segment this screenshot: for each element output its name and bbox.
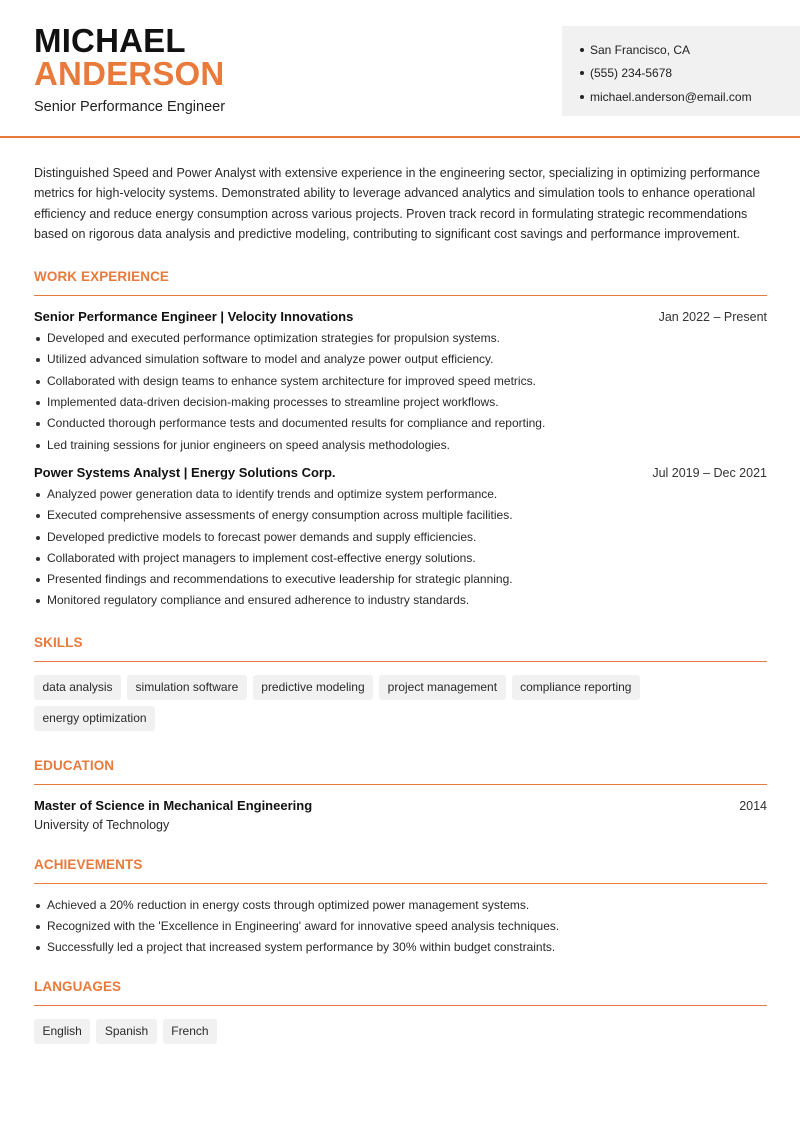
- resume-header: [0, 0, 800, 138]
- languages-list: [34, 1019, 767, 1051]
- section-title-languages: LANGUAGES: [34, 978, 122, 994]
- contact-phone: [580, 62, 800, 86]
- list-item: Presented findings and recommendations to executive leadership for strategic planning.: [34, 569, 767, 590]
- contact-phone-text: (555) 234-5678: [590, 66, 673, 81]
- bullet-icon: [580, 95, 584, 99]
- section-title-achievements: ACHIEVEMENTS: [34, 856, 143, 872]
- list-item: Collaborated with design teams to enhance system architecture for improved speed metrics.: [34, 371, 767, 392]
- job-role: Power Systems Analyst | Energy Solutions Corp.: [34, 464, 336, 480]
- job-dates: Jul 2019 – Dec 2021: [652, 465, 767, 480]
- list-item: Developed and executed performance optimization strategies for propulsion systems.: [34, 328, 767, 349]
- bullet-icon: [580, 48, 584, 52]
- skills-list: [34, 675, 767, 738]
- job-entry: [34, 465, 767, 612]
- section-title-skills: SKILLS: [34, 634, 83, 650]
- job-title: Senior Performance Engineer: [34, 99, 226, 115]
- list-item: Conducted thorough performance tests and documented results for compliance and reporting.: [34, 413, 767, 434]
- skill-tag: project management: [379, 675, 505, 700]
- list-item: Implemented data-driven decision-making processes to streamline project workflows.: [34, 392, 767, 413]
- section-title-work: WORK EXPERIENCE: [34, 269, 170, 285]
- language-tag: English: [34, 1019, 90, 1044]
- first-name: MICHAEL: [34, 22, 186, 59]
- skill-tag: predictive modeling: [253, 675, 373, 700]
- list-item: Collaborated with project managers to implement cost-effective energy solutions.: [34, 548, 767, 569]
- summary-paragraph: Distinguished Speed and Power Analyst with extensive experience in the engineering sector, specializing in optimizing performance metrics for high-velocity systems. Demonstrated ability to leverage advanced analytics and simulation tools to enhance operational efficiency and reduce energy consumption across various projects. Proven track record in formulating strategic recommendations based on rigorous data analysis and predictive modeling, contributing to significant cost savings and performance improvement.: [34, 166, 761, 241]
- language-tag: Spanish: [96, 1019, 156, 1044]
- contact-email[interactable]: [580, 85, 800, 109]
- section-divider: [34, 784, 767, 785]
- list-item: Executed comprehensive assessments of energy consumption across multiple facilities.: [34, 505, 767, 526]
- section-divider: [34, 883, 767, 884]
- list-item: Utilized advanced simulation software to model and analyze power output efficiency.: [34, 349, 767, 370]
- list-item: Monitored regulatory compliance and ensured adherence to industry standards.: [34, 590, 767, 611]
- resume-body: [34, 163, 767, 1050]
- job-dates: Jan 2022 – Present: [658, 310, 767, 325]
- list-item: Developed predictive models to forecast power demands and supply efficiencies.: [34, 527, 767, 548]
- skill-tag: energy optimization: [34, 706, 155, 731]
- degree: Master of Science in Mechanical Engineering: [34, 797, 313, 813]
- skill-tag: compliance reporting: [512, 675, 640, 700]
- languages-section: [34, 979, 767, 1051]
- contact-location-text: San Francisco, CA: [590, 42, 691, 57]
- education-section: [34, 758, 767, 832]
- job-bullets: [34, 328, 767, 456]
- achievements-list: [34, 895, 767, 959]
- list-item: Analyzed power generation data to identify trends and optimize system performance.: [34, 484, 767, 505]
- job-bullets: [34, 484, 767, 612]
- list-item: Recognized with the 'Excellence in Engineering' award for innovative speed analysis techniques.: [34, 916, 767, 937]
- work-experience-section: [34, 269, 767, 612]
- achievements-section: [34, 857, 767, 959]
- skills-section: [34, 635, 767, 738]
- language-tag: French: [163, 1019, 217, 1044]
- skill-tag: simulation software: [127, 675, 247, 700]
- contact-email-text[interactable]: michael.anderson@email.com: [590, 89, 752, 104]
- graduation-year: 2014: [739, 798, 767, 813]
- job-entry: [34, 309, 767, 456]
- section-divider: [34, 295, 767, 296]
- job-role: Senior Performance Engineer | Velocity Innovations: [34, 309, 354, 325]
- last-name: ANDERSON: [34, 55, 225, 92]
- bullet-icon: [580, 71, 584, 75]
- contact-location: [580, 38, 800, 62]
- list-item: Led training sessions for junior engineers on speed analysis methodologies.: [34, 435, 767, 456]
- section-divider: [34, 1005, 767, 1006]
- list-item: Successfully led a project that increased system performance by 30% within budget constraints.: [34, 937, 767, 958]
- contact-box: [562, 26, 800, 116]
- section-divider: [34, 661, 767, 662]
- list-item: Achieved a 20% reduction in energy costs through optimized power management systems.: [34, 895, 767, 916]
- skill-tag: data analysis: [34, 675, 121, 700]
- section-title-education: EDUCATION: [34, 757, 115, 773]
- education-entry: [34, 798, 767, 832]
- school-name: University of Technology: [34, 817, 170, 832]
